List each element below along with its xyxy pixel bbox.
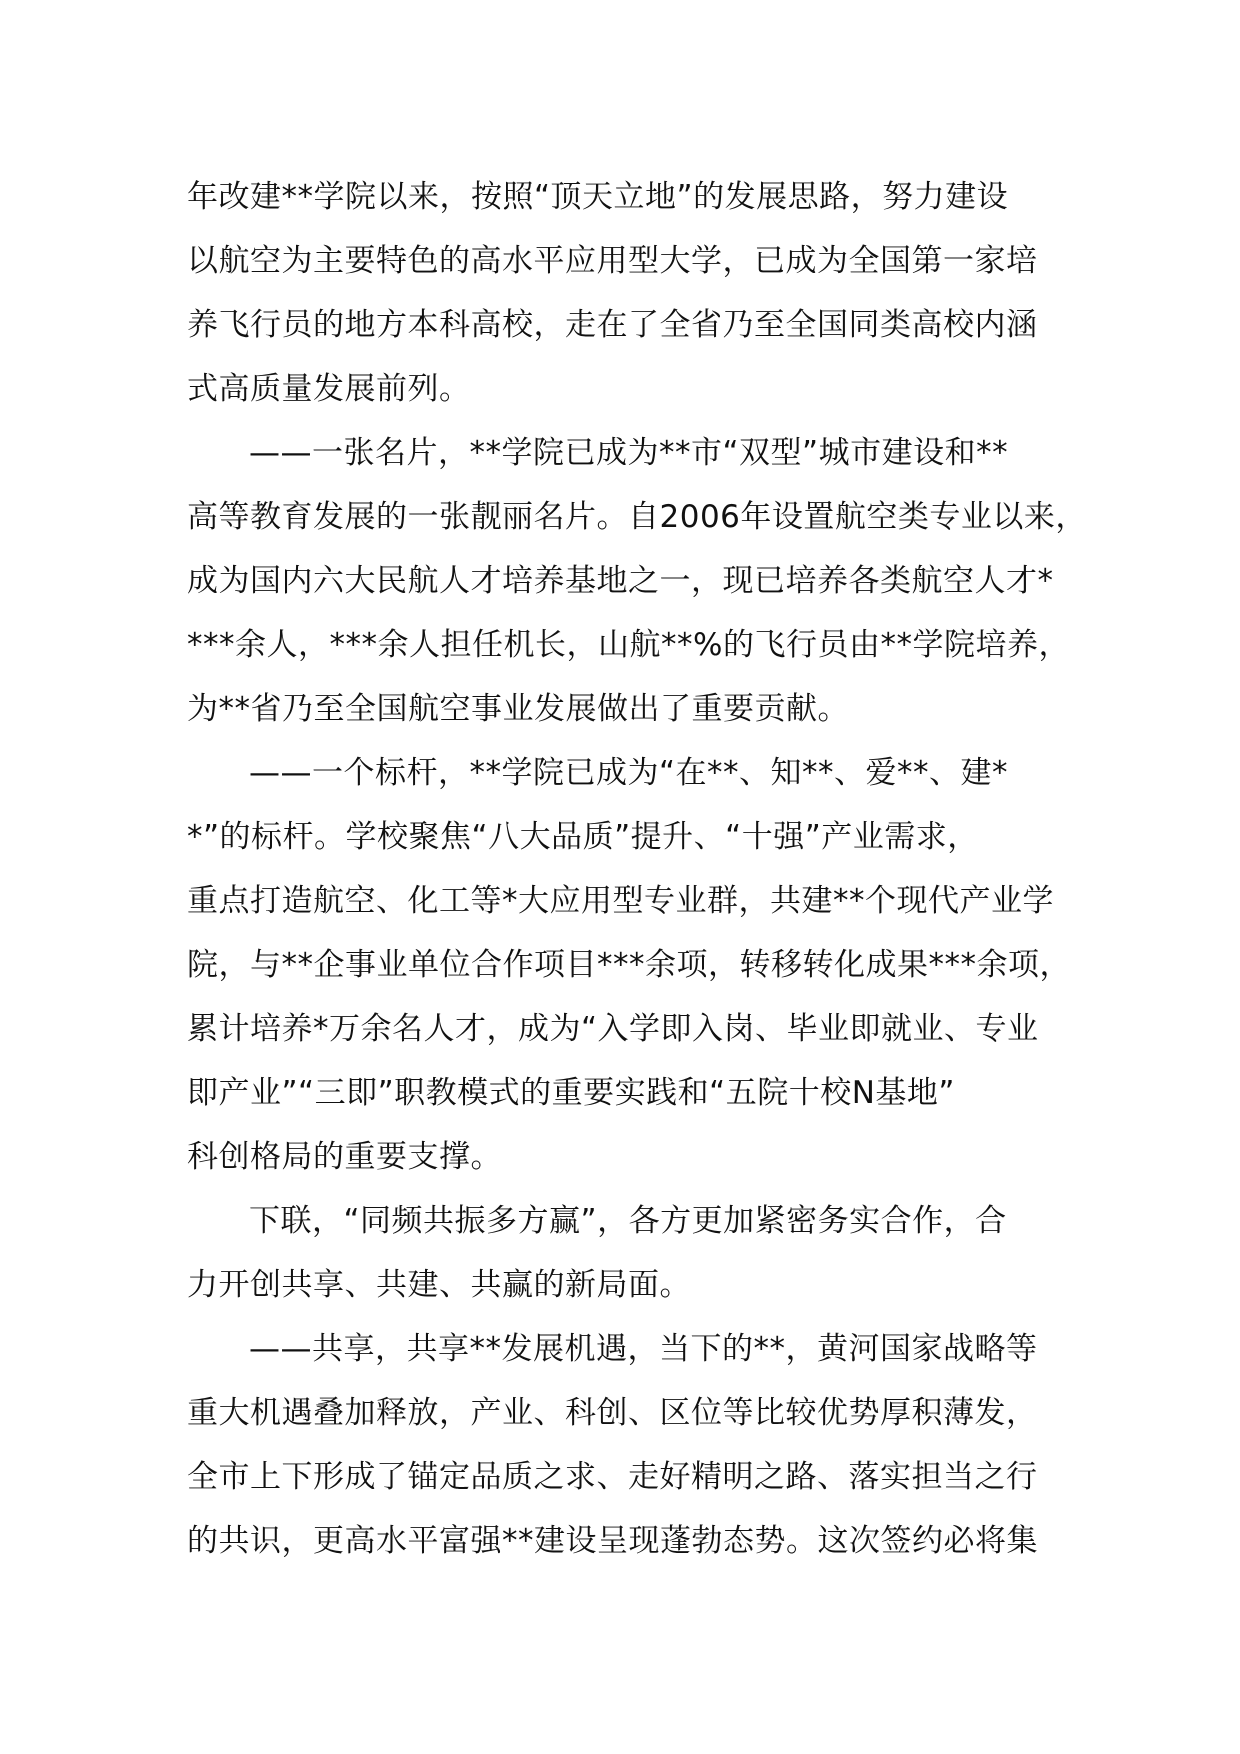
paragraph-start-line: 下联，“同频共振多方赢”，各方更加紧密务实合作，合	[249, 1203, 1007, 1239]
text-line: 式高质量发展前列。	[187, 371, 471, 407]
text-line: 科创格局的重要支撑。	[187, 1139, 502, 1175]
text-line: 年改建**学院以来，按照“顶天立地”的发展思路，努力建设	[187, 179, 1009, 215]
text-line: 即产业”“三即”职教模式的重要实践和“五院十校N基地”	[187, 1075, 955, 1111]
text-line: 累计培养*万余名人才，成为“入学即入岗、毕业即就业、专业	[187, 1011, 1039, 1047]
text-line: 重大机遇叠加释放，产业、科创、区位等比较优势厚积薄发，	[187, 1395, 1038, 1431]
text-line: ***余人，***余人担任机长，山航**%的飞行员由**学院培养，	[187, 627, 1070, 663]
text-line: 为**省乃至全国航空事业发展做出了重要贡献。	[187, 691, 849, 727]
text-line: 全市上下形成了锚定品质之求、走好精明之路、落实担当之行	[187, 1459, 1038, 1495]
text-line: 的共识，更高水平富强**建设呈现蓬勃态势。这次签约必将集	[187, 1523, 1038, 1559]
paragraph-start-line: ——一个标杆，**学院已成为“在**、知**、爱**、建*	[249, 755, 1009, 791]
text-line: 力开创共享、共建、共赢的新局面。	[187, 1267, 691, 1303]
text-line: 高等教育发展的一张靓丽名片。自2006年设置航空类专业以来，	[187, 499, 1087, 535]
text-line: 成为国内六大民航人才培养基地之一，现已培养各类航空人才*	[187, 563, 1054, 599]
text-line: 重点打造航空、化工等*大应用型专业群，共建**个现代产业学	[187, 883, 1054, 919]
text-line: *”的标杆。学校聚焦“八大品质”提升、“十强”产业需求，	[187, 819, 979, 855]
text-line: 养飞行员的地方本科高校，走在了全省乃至全国同类高校内涵	[187, 307, 1038, 343]
paragraph-start-line: ——一张名片，**学院已成为**市“双型”城市建设和**	[249, 435, 1009, 471]
paragraph-start-line: ——共享，共享**发展机遇，当下的**，黄河国家战略等	[249, 1331, 1038, 1367]
text-line: 以航空为主要特色的高水平应用型大学，已成为全国第一家培	[187, 243, 1038, 279]
text-line: 院，与**企事业单位合作项目***余项，转移转化成果***余项，	[187, 947, 1071, 983]
document-body	[187, 165, 1087, 1573]
